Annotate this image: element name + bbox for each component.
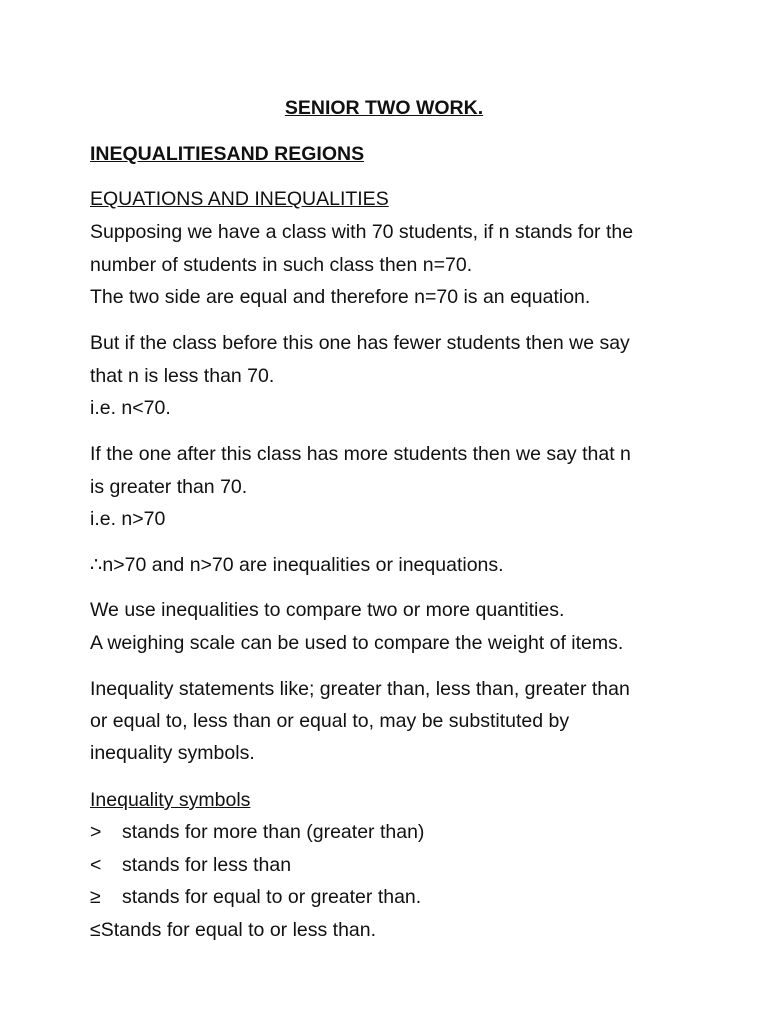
paragraph-line: If the one after this class has more students then we say that n <box>90 443 631 465</box>
page-title: SENIOR TWO WORK. <box>284 97 484 119</box>
symbol-row <box>90 820 424 844</box>
paragraph-line: The two side are equal and therefore n=70 is an equation. <box>90 286 591 308</box>
symbol-meaning: stands for equal to or greater than. <box>122 886 422 908</box>
paragraph-line: is greater than 70. <box>90 476 248 498</box>
symbols-heading: Inequality symbols <box>90 789 251 811</box>
paragraph-line: Supposing we have a class with 70 students, if n stands for the <box>90 221 634 243</box>
paragraph-line: that n is less than 70. <box>90 365 275 387</box>
less-than-symbol: < <box>90 854 102 876</box>
paragraph-line: or equal to, less than or equal to, may be substituted by <box>90 710 570 732</box>
paragraph-line: Inequality statements like; greater than, less than, greater than <box>90 678 630 700</box>
greater-or-equal-symbol: ≥ <box>90 886 101 908</box>
paragraph-line: number of students in such class then n=70. <box>90 254 473 276</box>
symbol-row <box>90 918 376 942</box>
paragraph-line: i.e. n<70. <box>90 397 171 419</box>
symbol-row <box>90 885 421 909</box>
paragraph-line: ∴n>70 and n>70 are inequalities or inequations. <box>90 554 504 576</box>
less-or-equal-symbol: ≤ <box>90 919 101 941</box>
paragraph-line: But if the class before this one has fewer students then we say <box>90 332 630 354</box>
paragraph-line: We use inequalities to compare two or more quantities. <box>90 599 565 621</box>
paragraph-line: A weighing scale can be used to compare the weight of items. <box>90 632 624 654</box>
topic-heading: INEQUALITIESAND REGIONS <box>90 143 365 165</box>
symbol-row <box>90 853 291 877</box>
symbol-meaning: stands for more than (greater than) <box>122 821 425 843</box>
paragraph-line: i.e. n>70 <box>90 508 166 530</box>
section-heading: EQUATIONS AND INEQUALITIES <box>90 188 389 210</box>
symbol-meaning: stands for less than <box>122 854 292 876</box>
greater-than-symbol: > <box>90 821 102 843</box>
paragraph-line: inequality symbols. <box>90 742 255 764</box>
symbol-meaning: Stands for equal to or less than. <box>100 919 377 941</box>
